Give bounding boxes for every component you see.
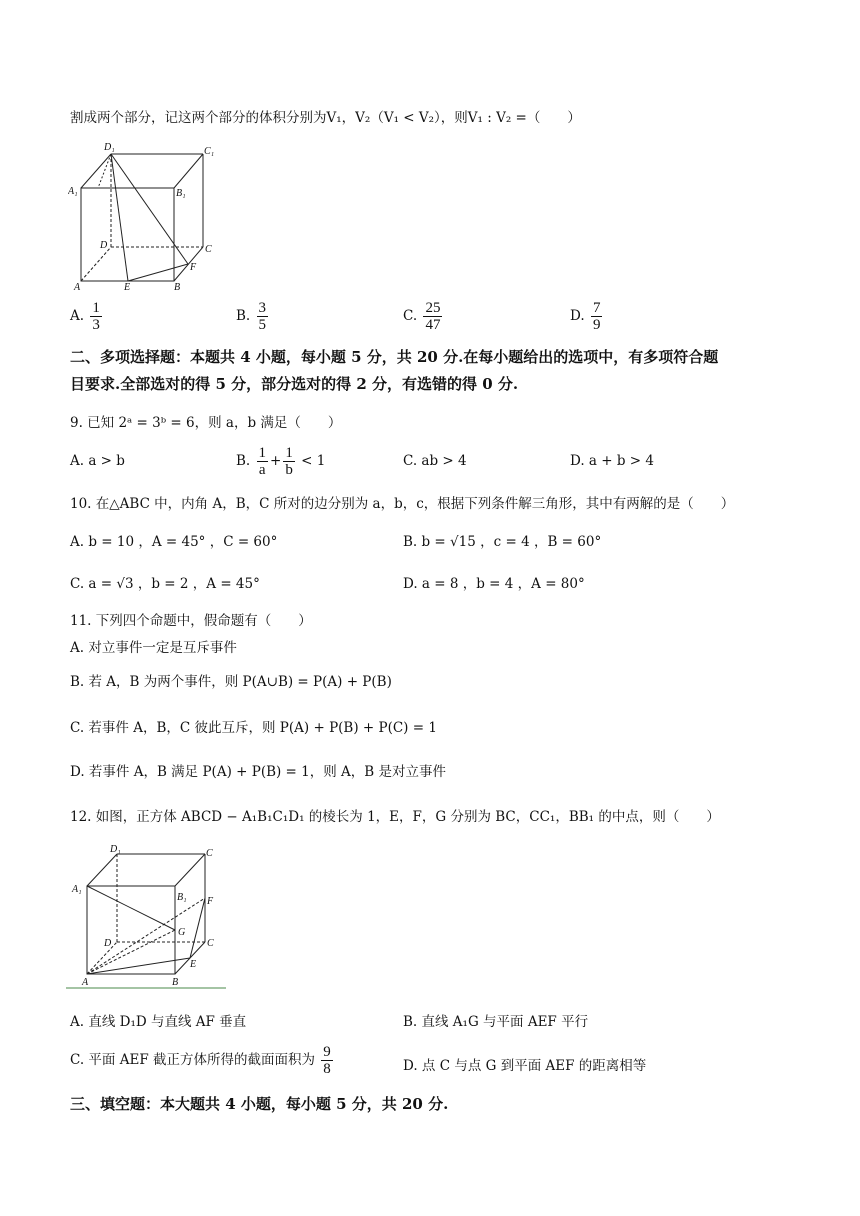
q12-option-b[interactable]: B. 直线 A₁G 与平面 AEF 平行	[403, 1014, 589, 1030]
q8-option-c-fraction: $\frac{25}{47}$	[425, 300, 441, 333]
q8-label-C1: C₁	[204, 146, 215, 157]
section2-header-line2: 目要求.全部选对的得 5 分，部分选对的得 2 分，有选错的得 0 分.	[70, 375, 519, 393]
q8-option-d[interactable]: D. $\frac{7}{9}$	[570, 300, 601, 333]
q8-option-b-fraction: $\frac{3}{5}$	[258, 300, 267, 333]
q12-option-a[interactable]: A. 直线 D₁D 与直线 AF 垂直	[70, 1014, 247, 1030]
q10-option-a[interactable]: A. b = 10 ，A = 45° ，C = 60°	[70, 534, 278, 550]
q8-label-B: B	[174, 282, 181, 293]
q8-option-a-fraction: $\frac{1}{3}$	[92, 300, 100, 333]
q10-stem: 10. 在△ABC 中，内角 A，B，C 所对的边分别为 a，b，c，根据下列条件解三角形，其中有两解的是（ ）	[70, 496, 735, 512]
q8-label-D: D	[100, 240, 108, 251]
q8-label-A1: A₁	[68, 186, 78, 197]
q8-label-C: C	[205, 244, 212, 255]
q12-label-C: C	[207, 938, 214, 949]
q8-label-F: F	[190, 262, 197, 273]
q9-option-a[interactable]: A. a > b	[70, 453, 125, 469]
q11-option-a[interactable]: A. 对立事件一定是互斥事件	[70, 640, 237, 656]
q12-label-E: E	[190, 959, 197, 970]
q12-label-B1: B₁	[177, 892, 187, 903]
q11-option-c[interactable]: C. 若事件 A，B，C 彼此互斥，则 P(A) + P(B) + P(C) = 1	[70, 720, 437, 736]
cube-figure-q12	[66, 842, 226, 992]
q11-option-d[interactable]: D. 若事件 A，B 满足 P(A) + P(B) = 1，则 A，B 是对立事件	[70, 764, 447, 780]
q9-option-b[interactable]: B. $\frac{1}{a}$ + $\frac{1}{b}$ < 1	[236, 445, 326, 478]
section3-header: 三、填空题：本大题共 4 小题，每小题 5 分，共 20 分.	[70, 1095, 449, 1113]
q8-option-d-fraction: $\frac{7}{9}$	[592, 300, 601, 333]
q9-option-b-frac2: $\frac{1}{b}$	[285, 445, 293, 478]
q9-stem: 9. 已知 2ᵃ = 3ᵇ = 6，则 a，b 满足（ ）	[70, 415, 342, 431]
q8-label-D1: D₁	[104, 142, 115, 153]
q12-label-B: B	[172, 977, 179, 988]
q10-option-b[interactable]: B. b = √15 ，c = 4 ，B = 60°	[403, 534, 602, 550]
q9-option-b-frac1: $\frac{1}{a}$	[258, 445, 267, 478]
q8-label-B1: B₁	[176, 188, 186, 199]
q12-option-d[interactable]: D. 点 C 与点 G 到平面 AEF 的距离相等	[403, 1058, 647, 1074]
q10-option-d[interactable]: D. a = 8 ，b = 4 ，A = 80°	[403, 576, 585, 592]
q10-option-c[interactable]: C. a = √3 ，b = 2 ，A = 45°	[70, 576, 260, 592]
q12-label-C1: C	[206, 848, 213, 859]
q12-option-c[interactable]: C. 平面 AEF 截正方体所得的截面面积为 $\frac{9}{8}$	[70, 1044, 331, 1077]
q12-option-c-fraction: $\frac{9}{8}$	[323, 1044, 331, 1077]
q8-option-a[interactable]: A. $\frac{1}{3}$	[70, 300, 100, 333]
q8-label-A: A	[74, 282, 81, 293]
q12-label-G: G	[178, 927, 186, 938]
q11-stem: 11. 下列四个命题中，假命题有（ ）	[70, 613, 312, 629]
q12-label-D: D	[104, 938, 112, 949]
q8-option-c[interactable]: C. $\frac{25}{47}$	[403, 300, 441, 333]
q8-label-E: E	[124, 282, 131, 293]
q12-label-D1: D₁	[110, 844, 121, 855]
q8-option-b[interactable]: B. $\frac{3}{5}$	[236, 300, 267, 333]
q8-stem: 割成两个部分，记这两个部分的体积分别为V₁，V₂（V₁ < V₂），则V₁ : V₂ =（ ）	[70, 110, 581, 126]
section2-header-line1: 二、多项选择题：本题共 4 小题，每小题 5 分，共 20 分.在每小题给出的选项中，有多项符合题	[70, 348, 719, 366]
q12-label-A: A	[82, 977, 89, 988]
q11-option-b[interactable]: B. 若 A，B 为两个事件，则 P(A∪B) = P(A) + P(B)	[70, 674, 392, 690]
q12-label-A1: A₁	[72, 884, 82, 895]
q12-stem: 12. 如图，正方体 ABCD − A₁B₁C₁D₁ 的棱长为 1，E，F，G 分别为 BC，CC₁，BB₁ 的中点，则（ ）	[70, 809, 720, 825]
q12-label-F: F	[207, 896, 214, 907]
cube-figure-q8	[68, 140, 228, 300]
q9-option-c[interactable]: C. ab > 4	[403, 453, 467, 469]
q9-option-d[interactable]: D. a + b > 4	[570, 453, 654, 469]
